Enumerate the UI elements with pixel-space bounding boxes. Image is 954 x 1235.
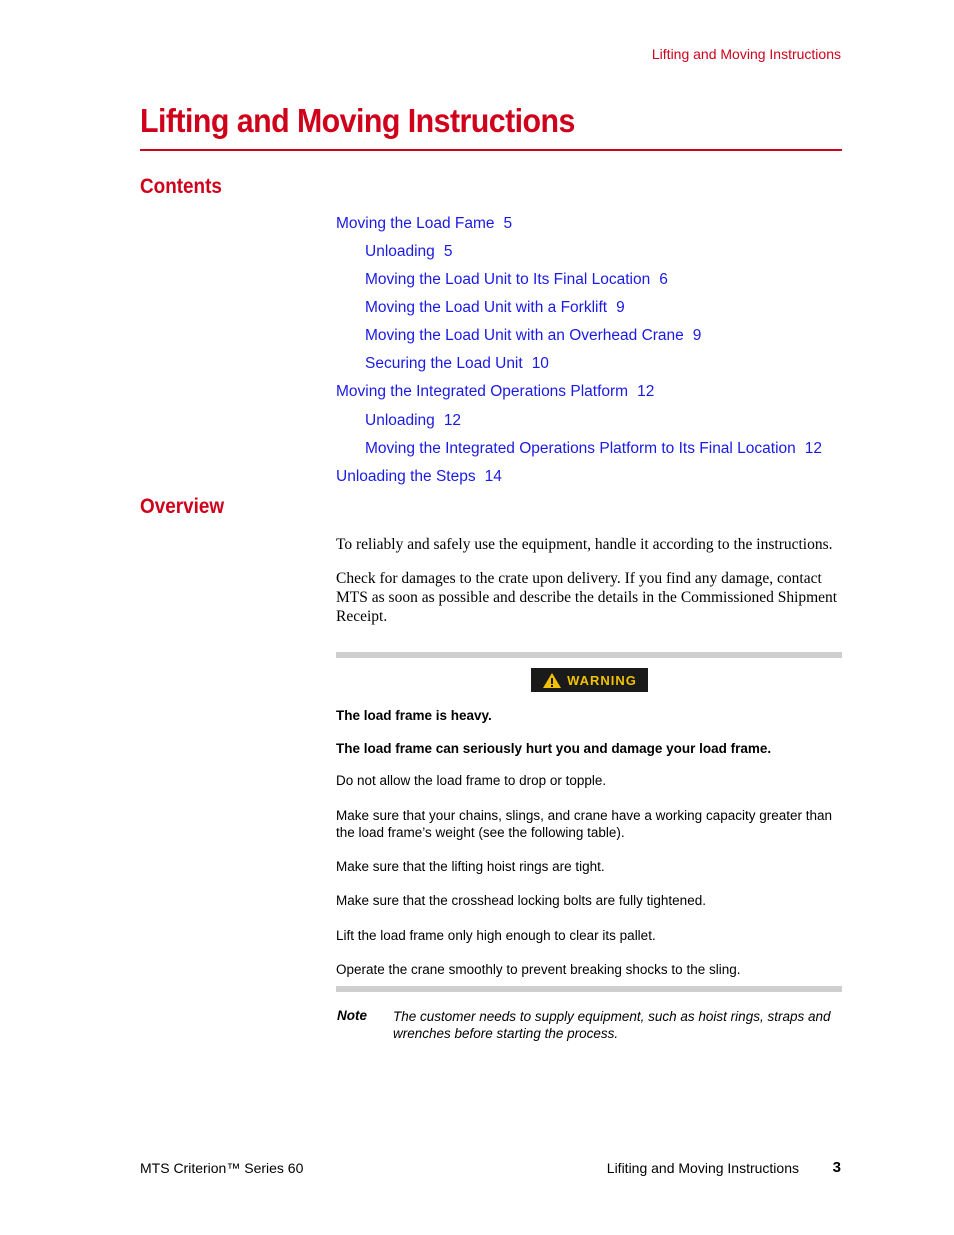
warning-badge	[531, 668, 648, 692]
toc-link-page: 12	[443, 412, 462, 429]
warning-instruction: Make sure that the crosshead locking bolts are fully tightened.	[336, 893, 706, 908]
warning-consequence: The load frame can seriously hurt you and damage your load frame.	[336, 741, 772, 756]
toc-link-label: Moving the Load Unit to Its Final Location	[365, 271, 651, 288]
toc-link-label: Moving the Load Unit with an Overhead Crane	[365, 327, 684, 344]
toc-link-page: 9	[616, 299, 625, 316]
overview-paragraph: To reliably and safely use the equipment, handle it according to the instructions.	[336, 536, 833, 553]
running-header: Lifting and Moving Instructions	[651, 46, 841, 62]
toc-link-unloading-steps[interactable]	[336, 468, 502, 486]
toc-link-label: Unloading	[365, 243, 435, 260]
warning-top-bar	[336, 652, 842, 658]
toc-link-page: 12	[804, 440, 823, 457]
toc-link-unloading[interactable]	[365, 243, 452, 261]
warning-badge-label: WARNING	[567, 672, 637, 688]
toc-link-securing-load-unit[interactable]	[365, 355, 549, 373]
note-label: Note	[337, 1008, 367, 1023]
toc-link-page: 12	[637, 383, 655, 400]
toc-link-page: 5	[503, 215, 513, 232]
footer-page-number: 3	[832, 1159, 841, 1176]
warning-triangle-icon	[542, 672, 562, 689]
toc-link-moving-integrated-platform[interactable]	[336, 383, 654, 401]
toc-link-label: Moving the Integrated Operations Platform	[336, 383, 629, 400]
toc-link-page: 14	[484, 468, 502, 485]
toc-link-label: Moving the Load Unit with a Forklift	[365, 299, 608, 316]
warning-bottom-bar	[336, 986, 842, 992]
contents-heading: Contents	[140, 175, 222, 198]
title-rule	[140, 149, 842, 151]
toc-link-platform-final-location[interactable]	[365, 440, 822, 458]
toc-link-page: 10	[531, 355, 549, 372]
note-text: The customer needs to supply equipment, such as hoist rings, straps and wrenches before starting the process.	[393, 1009, 831, 1041]
warning-instruction: Make sure that the lifting hoist rings are tight.	[336, 859, 605, 874]
toc-link-load-unit-overhead-crane[interactable]	[365, 327, 701, 345]
toc-link-label: Securing the Load Unit	[365, 355, 523, 372]
overview-paragraph: Check for damages to the crate upon delivery. If you find any damage, contact MTS as soon as possible and describe the details in the Commissioned Shipment Receipt.	[336, 570, 838, 625]
warning-instruction: Make sure that your chains, slings, and crane have a working capacity greater than the load frame’s weight (see the following table).	[336, 808, 833, 840]
toc-link-load-unit-forklift[interactable]	[365, 299, 625, 317]
toc-link-page: 6	[659, 271, 668, 288]
toc-link-load-unit-final-location[interactable]	[365, 271, 668, 289]
toc-link-label: Unloading the Steps	[336, 468, 476, 485]
toc-link-page: 9	[692, 327, 702, 344]
toc-link-label: Moving the Integrated Operations Platform to Its Final Location	[365, 440, 796, 457]
warning-headline: The load frame is heavy.	[336, 708, 492, 723]
warning-instruction: Operate the crane smoothly to prevent breaking shocks to the sling.	[336, 962, 741, 977]
footer-section: Lifiting and Moving Instructions	[606, 1160, 799, 1176]
warning-instruction: Do not allow the load frame to drop or topple.	[336, 773, 607, 788]
toc-link-unloading-platform[interactable]	[365, 412, 461, 430]
page-title: Lifting and Moving Instructions	[140, 102, 575, 139]
overview-heading: Overview	[140, 495, 225, 518]
footer-product: MTS Criterion™ Series 60	[140, 1160, 304, 1176]
toc-link-label: Moving the Load Fame	[336, 215, 495, 232]
toc-link-moving-load-fame[interactable]	[336, 215, 512, 233]
toc-link-page: 5	[443, 243, 453, 260]
warning-instruction: Lift the load frame only high enough to clear its pallet.	[336, 928, 656, 943]
toc-link-label: Unloading	[365, 412, 435, 429]
